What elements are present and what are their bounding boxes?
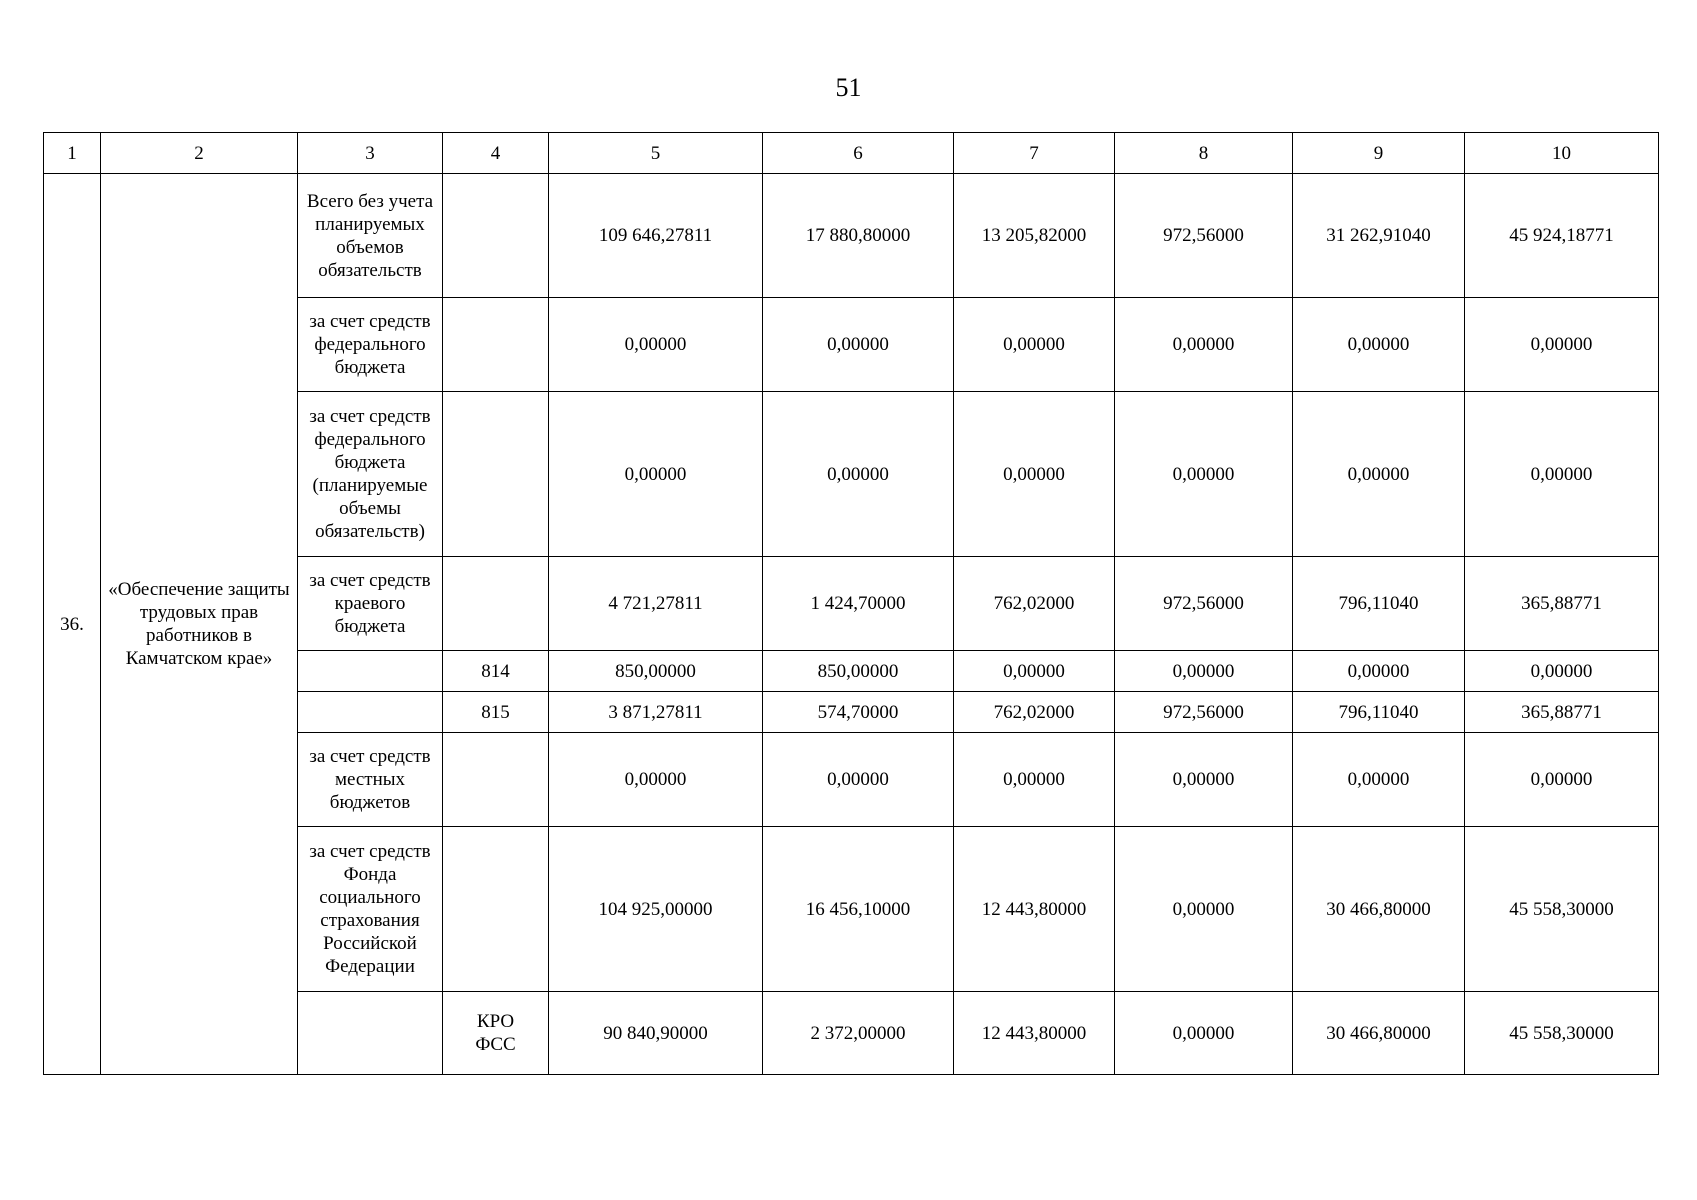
value-cell: 0,00000 <box>763 298 954 392</box>
value-cell: 972,56000 <box>1115 174 1293 298</box>
value-cell: 0,00000 <box>1115 651 1293 692</box>
column-number: 5 <box>549 133 763 174</box>
value-cell: 45 558,30000 <box>1465 827 1659 992</box>
value-cell: 0,00000 <box>1115 298 1293 392</box>
funding-source <box>298 692 443 733</box>
budget-code <box>443 733 549 827</box>
item-number: 36. <box>44 174 101 1075</box>
column-number: 3 <box>298 133 443 174</box>
column-number: 1 <box>44 133 101 174</box>
value-cell: 12 443,80000 <box>954 827 1115 992</box>
funding-source: за счет средств федерального бюджета (планируемые объемы обязательств) <box>298 392 443 557</box>
value-cell: 31 262,91040 <box>1293 174 1465 298</box>
value-cell: 850,00000 <box>763 651 954 692</box>
funding-source: за счет средств местных бюджетов <box>298 733 443 827</box>
value-cell: 2 372,00000 <box>763 992 954 1075</box>
value-cell: 0,00000 <box>1465 651 1659 692</box>
value-cell: 0,00000 <box>549 733 763 827</box>
value-cell: 0,00000 <box>1293 651 1465 692</box>
value-cell: 0,00000 <box>763 392 954 557</box>
value-cell: 0,00000 <box>954 298 1115 392</box>
value-cell: 90 840,90000 <box>549 992 763 1075</box>
value-cell: 17 880,80000 <box>763 174 954 298</box>
budget-code <box>443 392 549 557</box>
column-number: 8 <box>1115 133 1293 174</box>
value-cell: 796,11040 <box>1293 557 1465 651</box>
table-row <box>44 174 1659 298</box>
value-cell: 4 721,27811 <box>549 557 763 651</box>
column-number: 7 <box>954 133 1115 174</box>
value-cell: 0,00000 <box>954 733 1115 827</box>
value-cell: 762,02000 <box>954 692 1115 733</box>
value-cell: 0,00000 <box>1293 733 1465 827</box>
value-cell: 365,88771 <box>1465 557 1659 651</box>
value-cell: 0,00000 <box>549 298 763 392</box>
budget-code <box>443 827 549 992</box>
column-number: 9 <box>1293 133 1465 174</box>
funding-source <box>298 651 443 692</box>
budget-code <box>443 557 549 651</box>
value-cell: 30 466,80000 <box>1293 827 1465 992</box>
budget-code <box>443 298 549 392</box>
column-number: 2 <box>101 133 298 174</box>
budget-code: 814 <box>443 651 549 692</box>
value-cell: 0,00000 <box>1293 298 1465 392</box>
page-number: 51 <box>835 73 862 102</box>
value-cell: 0,00000 <box>1115 992 1293 1075</box>
budget-code: КРО ФСС <box>443 992 549 1075</box>
column-number: 6 <box>763 133 954 174</box>
value-cell: 0,00000 <box>1115 827 1293 992</box>
funding-source: за счет средств краевого бюджета <box>298 557 443 651</box>
value-cell: 972,56000 <box>1115 692 1293 733</box>
value-cell: 109 646,27811 <box>549 174 763 298</box>
budget-code <box>443 174 549 298</box>
value-cell: 850,00000 <box>549 651 763 692</box>
value-cell: 12 443,80000 <box>954 992 1115 1075</box>
value-cell: 0,00000 <box>1115 392 1293 557</box>
value-cell: 0,00000 <box>1465 392 1659 557</box>
funding-source: за счет средств федерального бюджета <box>298 298 443 392</box>
value-cell: 796,11040 <box>1293 692 1465 733</box>
value-cell: 574,70000 <box>763 692 954 733</box>
value-cell: 45 558,30000 <box>1465 992 1659 1075</box>
value-cell: 3 871,27811 <box>549 692 763 733</box>
value-cell: 0,00000 <box>954 392 1115 557</box>
value-cell: 972,56000 <box>1115 557 1293 651</box>
funding-source <box>298 992 443 1075</box>
value-cell: 365,88771 <box>1465 692 1659 733</box>
funding-source: Всего без учета планируемых объемов обязательств <box>298 174 443 298</box>
value-cell: 762,02000 <box>954 557 1115 651</box>
funding-source: за счет средств Фонда социального страхования Российской Федерации <box>298 827 443 992</box>
value-cell: 104 925,00000 <box>549 827 763 992</box>
budget-code: 815 <box>443 692 549 733</box>
value-cell: 13 205,82000 <box>954 174 1115 298</box>
column-number: 4 <box>443 133 549 174</box>
item-name: «Обеспечение защиты трудовых прав работников в Камчатском крае» <box>101 174 298 1075</box>
value-cell: 0,00000 <box>763 733 954 827</box>
value-cell: 1 424,70000 <box>763 557 954 651</box>
value-cell: 0,00000 <box>549 392 763 557</box>
value-cell: 0,00000 <box>1115 733 1293 827</box>
column-number-row <box>44 133 1659 174</box>
value-cell: 0,00000 <box>1293 392 1465 557</box>
value-cell: 0,00000 <box>1465 733 1659 827</box>
value-cell: 0,00000 <box>954 651 1115 692</box>
value-cell: 45 924,18771 <box>1465 174 1659 298</box>
value-cell: 16 456,10000 <box>763 827 954 992</box>
value-cell: 0,00000 <box>1465 298 1659 392</box>
column-number: 10 <box>1465 133 1659 174</box>
value-cell: 30 466,80000 <box>1293 992 1465 1075</box>
budget-table <box>43 132 1659 1075</box>
